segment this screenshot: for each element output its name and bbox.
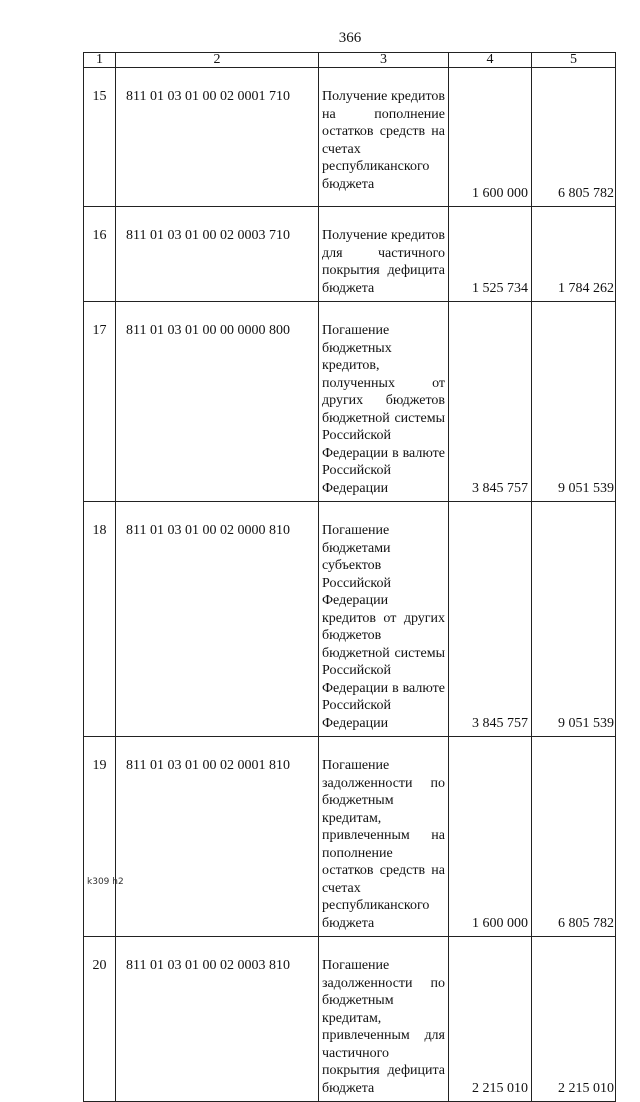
- table-row: [84, 302, 616, 502]
- row-description: Получение кредитов для частичного покрытия дефицита бюджета: [319, 207, 449, 302]
- table-row: [84, 502, 616, 737]
- amount-col-5: 9 051 539: [532, 302, 616, 502]
- row-description: Погашение бюджетных кредитов, полученных от других бюджетов бюджетной системы Российской Федерации в валюте Российской Федерации: [319, 302, 449, 502]
- row-number: 20: [84, 937, 116, 1102]
- table-row: [84, 937, 616, 1102]
- amount-col-4: 1 600 000: [449, 737, 532, 937]
- document-footer-code: k309 h2: [87, 877, 124, 887]
- header-row: [84, 53, 616, 68]
- budget-code: 811 01 03 01 00 02 0003 810: [116, 937, 319, 1102]
- row-number: 16: [84, 207, 116, 302]
- amount-col-5: 6 805 782: [532, 68, 616, 207]
- budget-code: 811 01 03 01 00 02 0003 710: [116, 207, 319, 302]
- amount-col-4: 1 525 734: [449, 207, 532, 302]
- amount-col-4: 1 600 000: [449, 68, 532, 207]
- header-col-2: 2: [116, 53, 319, 68]
- row-number: 19: [84, 737, 116, 937]
- amount-col-5: 2 215 010: [532, 937, 616, 1102]
- table-body: [84, 68, 616, 1102]
- amount-col-5: 1 784 262: [532, 207, 616, 302]
- header-col-4: 4: [449, 53, 532, 68]
- row-number: 15: [84, 68, 116, 207]
- row-number: 17: [84, 302, 116, 502]
- amount-col-4: 3 845 757: [449, 502, 532, 737]
- budget-sources-table: [83, 52, 616, 1102]
- table-header: [84, 53, 616, 68]
- row-description: Погашение задолженности по бюджетным кредитам, привлеченным на пополнение остатков средств на счетах республиканского бюджета: [319, 737, 449, 937]
- header-col-1: 1: [84, 53, 116, 68]
- row-number: 18: [84, 502, 116, 737]
- row-description: Погашение бюджетами субъектов Российской Федерации кредитов от других бюджетов бюджетной системы Российской Федерации в валюте Российской Федерации: [319, 502, 449, 737]
- amount-col-5: 9 051 539: [532, 502, 616, 737]
- amount-col-4: 3 845 757: [449, 302, 532, 502]
- row-description: Погашение задолженности по бюджетным кредитам, привлеченным для частичного покрытия дефицита бюджета: [319, 937, 449, 1102]
- row-description: Получение кредитов на пополнение остатков средств на счетах республиканского бюджета: [319, 68, 449, 207]
- header-col-3: 3: [319, 53, 449, 68]
- table-row: [84, 737, 616, 937]
- amount-col-5: 6 805 782: [532, 737, 616, 937]
- table-row: [84, 68, 616, 207]
- budget-code: 811 01 03 01 00 02 0001 810: [116, 737, 319, 937]
- budget-code: 811 01 03 01 00 02 0001 710: [116, 68, 319, 207]
- header-col-5: 5: [532, 53, 616, 68]
- budget-code: 811 01 03 01 00 00 0000 800: [116, 302, 319, 502]
- page-number: 366: [338, 30, 362, 46]
- budget-code: 811 01 03 01 00 02 0000 810: [116, 502, 319, 737]
- amount-col-4: 2 215 010: [449, 937, 532, 1102]
- table-row: [84, 207, 616, 302]
